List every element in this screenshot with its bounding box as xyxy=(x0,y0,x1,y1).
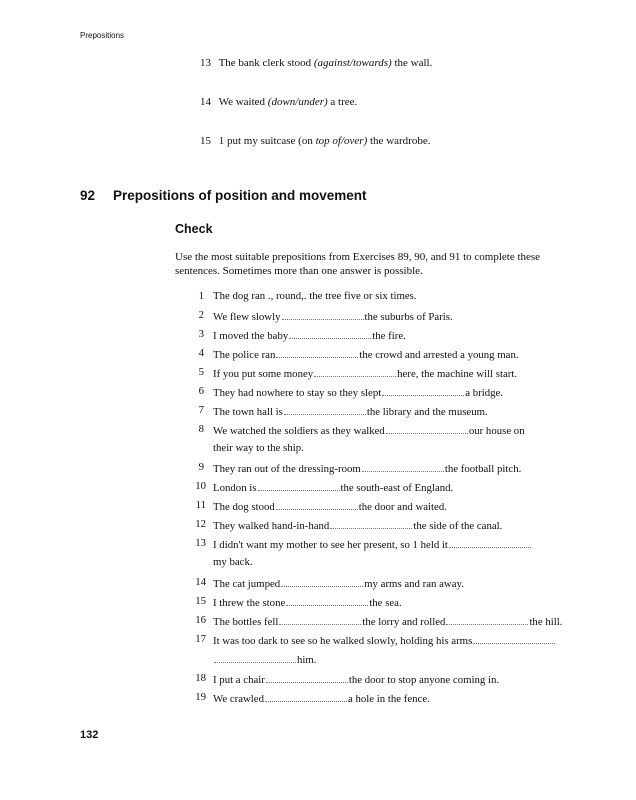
sentence-part: the crowd and arrested a young man. xyxy=(359,349,519,361)
item-text-end: a tree. xyxy=(330,96,358,108)
sentence-text xyxy=(213,461,521,475)
sentence-text xyxy=(213,595,402,609)
answer-blank[interactable] xyxy=(258,480,340,491)
running-head: Prepositions xyxy=(80,31,125,40)
answer-blank[interactable] xyxy=(282,309,364,320)
sentence-part: the side of the canal. xyxy=(413,520,503,532)
item-text: 1 put my suitcase (on xyxy=(218,135,313,147)
exercise-item-15 xyxy=(200,135,430,147)
item-choices: (down/under) xyxy=(267,96,328,108)
sentence-part: the hill. xyxy=(529,616,563,628)
sentence-part: It was too dark to see so he walked slowly, holding his arms xyxy=(213,635,473,647)
sentence-part: The dog stood xyxy=(213,501,275,513)
sentence-part: The town hall is xyxy=(213,406,283,418)
sentence-part: here, the machine will start. xyxy=(397,368,518,380)
sentence-part: They had nowhere to stay so they slept xyxy=(213,387,382,399)
sentence-text xyxy=(213,691,430,705)
sentence-part: my arms and ran away. xyxy=(364,578,464,590)
answer-blank[interactable] xyxy=(276,499,358,510)
answer-blank[interactable] xyxy=(473,633,555,644)
sentence-part: my back. xyxy=(213,556,253,568)
sentence-number: 8 xyxy=(198,423,204,435)
answer-blank[interactable] xyxy=(314,366,396,377)
sentence-part: The cat jumped xyxy=(213,578,281,590)
sentence-text xyxy=(213,537,532,551)
sentence-part: the door to stop anyone coming in. xyxy=(348,674,500,686)
sentence-part: If you put some money xyxy=(213,368,314,380)
section-title: Prepositions of position and movement xyxy=(113,188,367,203)
sentence-part: the door and waited. xyxy=(358,501,447,513)
sentence-text xyxy=(213,347,519,361)
answer-blank[interactable] xyxy=(281,576,363,587)
sentence-number: 2 xyxy=(198,309,204,321)
sentence-text xyxy=(213,499,447,513)
sentence-part: our house on xyxy=(468,425,525,437)
sentence-number: 12 xyxy=(195,518,206,530)
answer-blank[interactable] xyxy=(279,614,361,625)
sentence-number: 5 xyxy=(198,366,204,378)
section-heading xyxy=(80,188,367,203)
check-heading: Check xyxy=(175,222,213,236)
sentence-part: their way to the ship. xyxy=(213,442,304,454)
sentence-text xyxy=(213,328,406,342)
sentence-number: 13 xyxy=(195,537,206,549)
sentence-part: I put a chair xyxy=(213,674,265,686)
sentence-number: 9 xyxy=(198,461,204,473)
answer-blank[interactable] xyxy=(382,385,464,396)
sentence-text xyxy=(213,290,417,302)
sentence-number: 19 xyxy=(195,691,206,703)
sentence-number: 11 xyxy=(195,499,206,511)
sentence-part: The dog ran ., round,. the tree five or six times. xyxy=(213,290,417,302)
sentence-number: 18 xyxy=(195,672,206,684)
sentence-number: 6 xyxy=(198,385,204,397)
item-text: The bank clerk stood xyxy=(218,57,312,69)
sentence-part: the library and the museum. xyxy=(366,406,488,418)
item-number: 15 xyxy=(200,135,211,147)
sentence-part: a hole in the fence. xyxy=(348,693,430,705)
sentence-text xyxy=(213,366,517,380)
item-number: 13 xyxy=(200,57,211,69)
sentence-part: the sea. xyxy=(369,597,402,609)
item-text-end: the wall. xyxy=(394,57,433,69)
sentence-text xyxy=(213,480,453,494)
sentence-part: the south-east of England. xyxy=(340,482,454,494)
sentence-number: 15 xyxy=(195,595,206,607)
answer-blank[interactable] xyxy=(214,652,296,663)
page-number: 132 xyxy=(80,729,99,741)
sentence-text xyxy=(213,576,464,590)
sentence-part: the football pitch. xyxy=(444,463,522,475)
sentence-text xyxy=(213,556,253,568)
sentence-part: I didn't want my mother to see her present, so 1 held it xyxy=(213,539,448,551)
answer-blank[interactable] xyxy=(289,328,371,339)
item-number: 14 xyxy=(200,96,211,108)
answer-blank[interactable] xyxy=(265,691,347,702)
answer-blank[interactable] xyxy=(276,347,358,358)
sentence-text xyxy=(213,309,453,323)
sentence-number: 10 xyxy=(195,480,206,492)
answer-blank[interactable] xyxy=(266,672,348,683)
sentence-text xyxy=(213,518,502,532)
sentence-number: 17 xyxy=(195,633,206,645)
sentence-part: London is xyxy=(213,482,257,494)
sentence-part: a bridge. xyxy=(465,387,503,399)
sentence-part: We crawled xyxy=(213,693,264,705)
sentence-part: the lorry and rolled xyxy=(362,616,446,628)
sentence-part: They ran out of the dressing-room xyxy=(213,463,361,475)
answer-blank[interactable] xyxy=(362,461,444,472)
sentence-text xyxy=(213,423,525,437)
item-text: We waited xyxy=(218,96,266,108)
sentence-number: 1 xyxy=(198,290,204,302)
answer-blank[interactable] xyxy=(286,595,368,606)
answer-blank[interactable] xyxy=(449,537,531,548)
sentence-part: The bottles fell xyxy=(213,616,279,628)
section-number: 92 xyxy=(80,188,96,203)
sentence-number: 7 xyxy=(198,404,204,416)
answer-blank[interactable] xyxy=(330,518,412,529)
sentence-text xyxy=(213,614,562,628)
exercise-item-13 xyxy=(200,57,432,69)
sentence-part: The police ran xyxy=(213,349,276,361)
sentence-number: 4 xyxy=(198,347,204,359)
sentence-part: him. xyxy=(297,654,317,666)
sentence-text xyxy=(213,652,317,666)
answer-blank[interactable] xyxy=(284,404,366,415)
item-choices: top of/over) xyxy=(315,135,368,147)
sentence-text xyxy=(213,385,503,399)
sentence-part: I threw the stone xyxy=(213,597,286,609)
answer-blank[interactable] xyxy=(446,614,528,625)
answer-blank[interactable] xyxy=(386,423,468,434)
sentence-part: We watched the soldiers as they walked xyxy=(213,425,385,437)
sentence-number: 14 xyxy=(195,576,206,588)
sentence-part: We flew slowly xyxy=(213,311,281,323)
sentence-part: They walked hand-in-hand xyxy=(213,520,330,532)
sentence-part: the suburbs of Paris. xyxy=(364,311,453,323)
sentence-text xyxy=(213,672,499,686)
exercise-item-14 xyxy=(200,96,357,108)
sentence-text xyxy=(213,442,304,454)
sentence-text xyxy=(213,404,488,418)
sentence-text xyxy=(213,633,556,647)
item-text-end: the wardrobe. xyxy=(370,135,431,147)
instructions: Use the most suitable prepositions from Exercises 89, 90, and 91 to complete these sentences. Sometimes more than one answer is possible. xyxy=(175,251,541,277)
sentence-number: 16 xyxy=(195,614,206,626)
sentence-number: 3 xyxy=(198,328,204,340)
sentence-part: the fire. xyxy=(372,330,406,342)
item-choices: (against/towards) xyxy=(313,57,392,69)
sentence-part: I moved the baby xyxy=(213,330,289,342)
